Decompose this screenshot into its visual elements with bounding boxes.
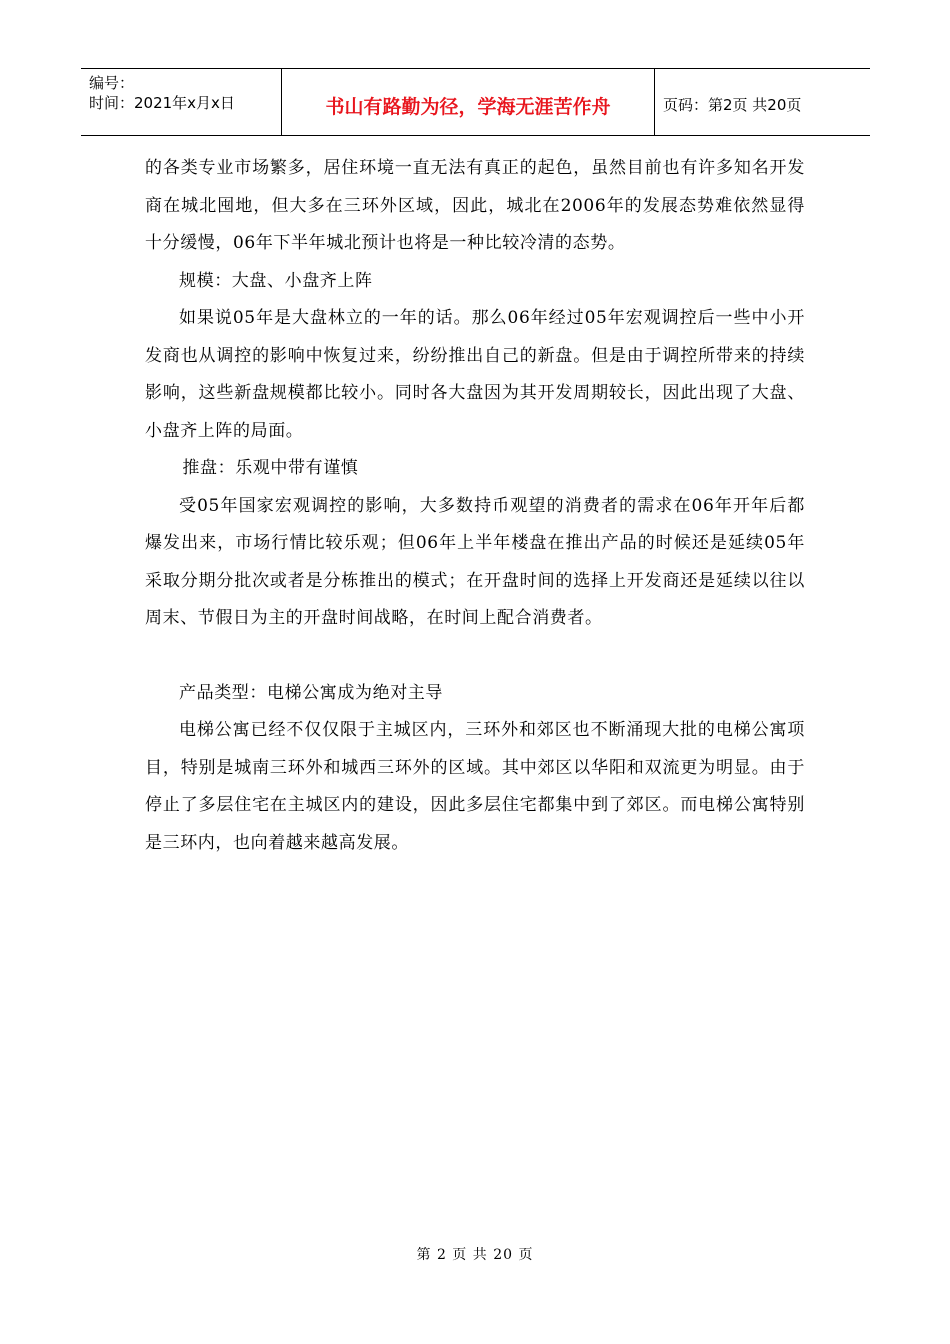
paragraph-continuation: 的各类专业市场繁多，居住环境一直无法有真正的起色，虽然目前也有许多知名开发商在城北囤地，但大多在三环外区域，因此，城北在2006年的发展态势难依然显得十分缓慢，06年下半年城北预计也将是一种比较冷清的态势。 bbox=[145, 158, 805, 253]
document-body bbox=[145, 150, 805, 862]
document-header bbox=[81, 68, 870, 136]
paragraph-launch: 受05年国家宏观调控的影响，大多数持币观望的消费者的需求在06年开年后都爆发出来，市场行情比较乐观；但06年上半年楼盘在推出产品的时候还是延续05年采取分期分批次或者是分栋推出的模式；在开盘时间的选择上开发商还是延续以往以周末、节假日为主的开盘时间战略，在时间上配合消费者。 bbox=[145, 495, 805, 628]
paragraph-gap bbox=[145, 638, 805, 675]
time-label: 时间：2021年x月x日 bbox=[89, 94, 235, 112]
header-meta bbox=[81, 69, 281, 135]
paragraph-product: 电梯公寓已经不仅仅限于主城区内，三环外和郊区也不断涌现大批的电梯公寓项目，特别是城南三环外和城西三环外的区域。其中郊区以华阳和双流更为明显。由于停止了多层住宅在主城区内的建设，因此多层住宅都集中到了郊区。而电梯公寓特别是三环内，也向着越来越高发展。 bbox=[145, 720, 805, 853]
header-motto: 书山有路勤为径，学海无涯苦作舟 bbox=[281, 69, 655, 135]
paragraph-scale: 如果说05年是大盘林立的一年的话。那么06年经过05年宏观调控后一些中小开发商也从调控的影响中恢复过来，纷纷推出自己的新盘。但是由于调控所带来的持续影响，这些新盘规模都比较小。同时各大盘因为其开发周期较长，因此出现了大盘、小盘齐上阵的局面。 bbox=[145, 308, 805, 441]
section-heading-scale: 规模：大盘、小盘齐上阵 bbox=[179, 270, 373, 291]
code-label: 编号： bbox=[89, 74, 135, 92]
section-heading-launch: 推盘：乐观中带有谨慎 bbox=[182, 458, 359, 478]
page-footer: 第 2 页 共 20 页 bbox=[416, 1247, 534, 1263]
section-heading-product: 产品类型：电梯公寓成为绝对主导 bbox=[179, 682, 443, 703]
header-page-info: 页码：第2页 共20页 bbox=[663, 95, 802, 114]
